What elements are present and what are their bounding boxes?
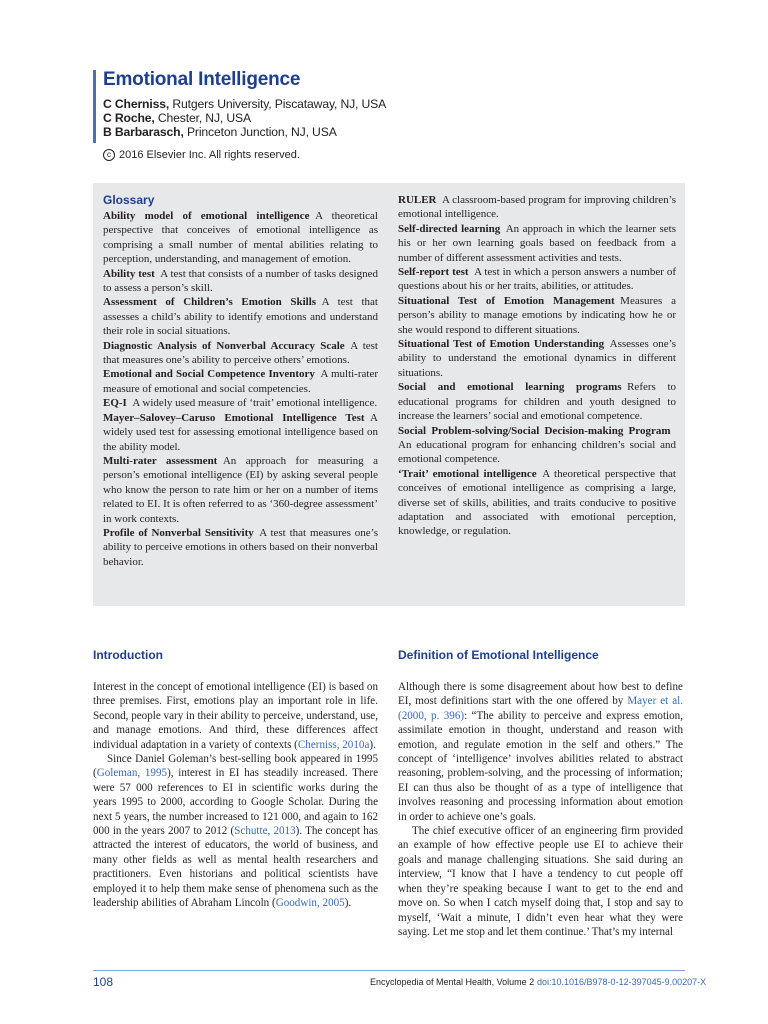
citation-link[interactable]: Goodwin, 2005 [275,897,345,910]
paragraph [93,752,378,910]
header-accent-bar [93,70,96,143]
copyright-text: 2016 Elsevier Inc. All rights reserved. [119,149,300,161]
glossary-entry [398,294,676,337]
paragraph-text: ). [369,738,376,751]
glossary-definition: A multi-rater measure of emotional and social competencies. [103,368,378,395]
glossary-entry [398,222,676,265]
glossary-definition: An approach for measuring a person’s emotional intelligence (EI) by asking several people who know the person to rate him or her on a number of items related to EI. It is often referred to as ‘360-degree assessment’ in work contexts. [103,454,378,525]
author-name: B Barbarasch, [103,125,184,139]
paragraph-text: Since Daniel Goleman’s best-selling book appeared in 1995 ( [93,753,378,780]
paragraph [93,680,378,752]
author-line [103,97,386,111]
glossary-term: Mayer–Salovey–Caruso Emotional Intelligence Test [103,411,365,424]
glossary-definition: A theoretical perspective that conceives of emotional intelligence as comprising a large, diverse set of skills, abilities, and traits conducive to positive adaptation and associated with emotional perception, knowledge, or regulation. [398,467,676,538]
paragraph-text: Interest in the concept of emotional intelligence (EI) is based on three premises. First, emotions play an important role in life. Second, people vary in their ability to perceive, understand, use, and manage emotions. And third, these differences affect individual adaptation in a variety of contexts ( [93,681,378,751]
glossary-term: Assessment of Children’s Emotion Skills [103,296,317,309]
author-affiliation: Rutgers University, Piscataway, NJ, USA [172,97,387,111]
glossary-term: Emotional and Social Competence Inventory [103,368,315,381]
glossary-term: Social and emotional learning programs [398,381,622,394]
paragraph-text: ), interest in EI has steadily increased. There were 57 000 references to EI in scientific works during the years 1995 to 2000, according to Google Scholar. During the next 5 years, the number increased to 121 000, and again to 162 000 in the years 2007 to 2012 ( [93,767,378,838]
glossary-entry [103,454,378,526]
glossary-term: Ability test [103,267,155,280]
glossary-term: ‘Trait’ emotional intelligence [398,467,537,480]
citation-link[interactable]: Mayer et al. (2000, p. 396) [398,695,683,722]
article-title: Emotional Intelligence [103,69,301,90]
glossary-definition: An educational program for enhancing children’s social and emotional competence. [398,438,676,466]
glossary-column-left [103,209,378,569]
glossary-term: Profile of Nonverbal Sensitivity [103,526,254,539]
glossary-definition: A test that measures one’s ability to perceive others’ emotions. [103,339,378,367]
glossary-term: Social Problem-solving/Social Decision-making Program [398,424,671,437]
glossary-entry [103,267,378,296]
glossary-definition: A widely used test for assessing emotional intelligence based on the ability model. [103,411,378,453]
body-column-right [398,680,683,939]
author-line [103,111,251,125]
paragraph-text: ). The concept has attracted the interest of educators, the world of business, and many other fields as well as mental health researchers and practitioners. Even historians and political scientists have employed it to help them make sense of phenomena such as the leadership abilities of Abraham Lincoln ( [93,825,378,910]
glossary-term: Self-directed learning [398,222,501,235]
author-line [103,125,337,139]
citation-link[interactable]: Goleman, 1995 [96,767,168,780]
paragraph: The chief executive officer of an engineering firm provided an example of how effective people use EI to achieve their goals and manage challenging situations. She said during an interview, “I know that I have a tendency to cut people off when they’re speaking because I want to get to the end and move on. So when I catch myself doing that, I stop and say to myself, ‘Wait a minute, I didn’t even hear what they were saying. Let me stop and let them continue.’ That’s my internal [398,825,683,938]
glossary-entry [103,411,378,454]
glossary-heading: Glossary [103,193,155,207]
footer-doi-link[interactable]: doi:10.1016/B978-0-12-397045-9.00207-X [537,977,707,987]
glossary-term: Diagnostic Analysis of Nonverbal Accuracy Scale [103,339,345,352]
glossary-definition: Measures a person’s ability to manage emotions by indicating how he or she would respond to different situations. [398,294,676,336]
footer-rule [93,970,685,971]
glossary-entry [103,526,378,569]
glossary-column-right [398,193,676,539]
glossary-entry [103,209,378,267]
author-affiliation: Princeton Junction, NJ, USA [186,125,337,139]
glossary-definition: A test in which a person answers a number of questions about his or her traits, abilities, or attitudes. [398,266,676,293]
glossary-term: EQ-I [103,397,127,410]
glossary-entry [103,339,378,368]
glossary-definition: A theoretical perspective that conceives of emotional intelligence as comprising a small number of mental abilities relating to perception, understanding, and management of emotion. [103,210,378,266]
paragraph-text: : “The ability to perceive and express emotion, assimilate emotion in thought, understand and reason with emotion, and regulate emotion in the self and others.” The concept of ‘intelligence’ involves abilities related to abstract reasoning, problem-solving, and the processing of information; EI can thus also be thought of as a type of intelligence that involves reasoning and processing information about emotion in order to achieve one’s goals. [398,709,684,823]
author-name: C Roche, [103,111,155,125]
glossary-definition: Assesses one’s ability to understand the emotional dynamics in different situations. [398,338,676,379]
glossary-entry [398,337,676,380]
paragraph-text: ). [344,897,352,910]
glossary-entry [103,367,378,396]
glossary-definition: A test that consists of a number of tasks designed to assess a person’s skill. [103,267,378,295]
glossary-entry [398,265,676,294]
glossary-term: RULER [398,194,437,206]
glossary-definition: A widely used measure of ‘trait’ emotional intelligence. [132,397,378,410]
glossary-entry [398,424,676,467]
glossary-term: Ability model of emotional intelligence [103,210,310,222]
glossary-term: Multi-rater assessment [103,454,218,467]
glossary-definition: Refers to educational programs for children and youth designed to increase the learners’ social and emotional competence. [398,381,676,423]
glossary-definition: A test that measures one’s ability to perceive emotions in others based on their nonverbal behavior. [103,526,378,568]
glossary-entry [398,467,676,539]
body-column-left [93,680,378,911]
copyright-line [103,149,300,161]
citation-link[interactable]: Cherniss, 2010a [297,738,370,751]
paragraph [398,680,683,824]
glossary-entry [398,193,676,222]
citation-link[interactable]: Schutte, 2013 [234,825,296,838]
paragraph-text: Although there is some disagreement about how best to define EI, most definitions start with the one offered by [398,681,683,708]
glossary-entry [398,380,676,423]
page-number: 108 [93,975,114,989]
section-heading-definition: Definition of Emotional Intelligence [398,648,599,662]
author-name: C Cherniss, [103,97,170,111]
glossary-term: Situational Test of Emotion Management [398,294,615,307]
glossary-term: Self-report test [398,266,469,279]
footer-journal: Encyclopedia of Mental Health, Volume 2 [370,977,535,987]
glossary-entry [103,396,378,410]
glossary-term: Situational Test of Emotion Understanding [398,338,605,351]
glossary-definition: A classroom-based program for improving children’s emotional intelligence. [398,194,676,221]
glossary-definition: A test that assesses a child’s ability to identify emotions and understand their role in social situations. [103,296,378,338]
copyright-icon: c [103,149,115,161]
section-heading-introduction: Introduction [93,648,163,662]
author-affiliation: Chester, NJ, USA [157,111,251,125]
glossary-definition: An approach in which the learner sets his or her own learning goals based on feedback from a number of different assessment activities and tests. [398,222,676,264]
glossary-entry [103,295,378,338]
